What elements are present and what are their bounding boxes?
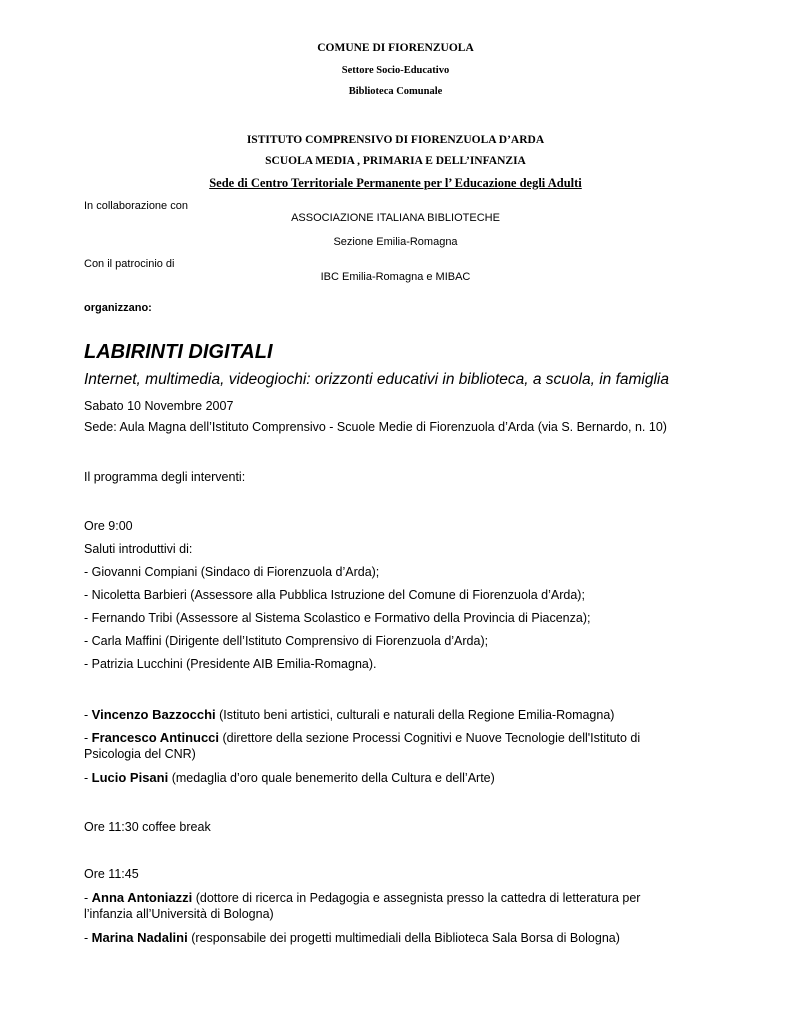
event-title: LABIRINTI DIGITALI (84, 341, 273, 363)
greeting-item: - Nicoletta Barbieri (Assessore alla Pubblica Istruzione del Comune di Fiorenzuola d’Arda); (84, 588, 585, 602)
program-time-2: Ore 11:45 (84, 867, 139, 881)
header-biblioteca: Biblioteca Comunale (348, 86, 443, 97)
speaker-desc: (responsabile dei progetti multimediali della Biblioteca Sala Borsa di Bologna) (187, 931, 620, 945)
speaker-item: - Marina Nadalini (responsabile dei progetti multimediali della Biblioteca Sala Borsa di Bologna) (84, 930, 620, 945)
greeting-item: - Patrizia Lucchini (Presidente AIB Emilia-Romagna). (84, 657, 377, 671)
event-venue: Sede: Aula Magna dell’Istituto Comprensivo - Scuole Medie di Fiorenzuola d’Arda (via S. Bernardo, n. 10) (84, 420, 667, 434)
header-sede: Sede di Centro Territoriale Permanente per l’ Educazione degli Adulti (209, 176, 582, 190)
program-time-1: Ore 9:00 (84, 519, 133, 533)
speaker-name: Marina Nadalini (91, 930, 188, 945)
speaker-desc: (medaglia d’oro quale benemerito della Cultura e dell’Arte) (168, 771, 495, 785)
header-settore: Settore Socio-Educativo (341, 65, 450, 76)
collab-org: ASSOCIAZIONE ITALIANA BIBLIOTECHE (291, 212, 500, 224)
header-comune: COMUNE DI FIORENZUOLA (317, 42, 474, 54)
greeting-item: - Fernando Tribi (Assessore al Sistema Scolastico e Formativo della Provincia di Piacenza); (84, 611, 591, 625)
speaker-item: - Lucio Pisani (medaglia d’oro quale benemerito della Cultura e dell’Arte) (84, 770, 495, 785)
speaker-item: - Anna Antoniazzi (dottore di ricerca in Pedagogia e assegnista presso la cattedra di letteratura per (84, 890, 641, 905)
patronage-value: IBC Emilia-Romagna e MIBAC (320, 271, 471, 283)
coffee-break: Ore 11:30 coffee break (84, 820, 211, 834)
speaker-desc: (dottore di ricerca in Pedagogia e assegnista presso la cattedra di letteratura per (192, 891, 641, 905)
event-date: Sabato 10 Novembre 2007 (84, 399, 234, 413)
event-subtitle: Internet, multimedia, videogiochi: orizzonti educativi in biblioteca, a scuola, in famiglia (84, 371, 669, 388)
header-scuola: SCUOLA MEDIA , PRIMARIA E DELL’INFANZIA (265, 155, 526, 167)
organizzano-label: organizzano: (84, 302, 152, 314)
collab-section: Sezione Emilia-Romagna (333, 236, 458, 248)
greetings-label: Saluti introduttivi di: (84, 542, 193, 556)
greeting-item: - Giovanni Compiani (Sindaco di Fiorenzuola d’Arda); (84, 565, 380, 579)
greeting-item: - Carla Maffini (Dirigente dell’Istituto Comprensivo di Fiorenzuola d’Arda); (84, 634, 489, 648)
speaker-desc: (direttore della sezione Processi Cognitivi e Nuove Tecnologie dell'Istituto di (219, 731, 641, 745)
patronage-label: Con il patrocinio di (84, 258, 175, 270)
speaker-desc-cont: l’infanzia all’Università di Bologna) (84, 907, 274, 921)
program-intro: Il programma degli interventi: (84, 470, 246, 484)
speaker-item: - Francesco Antinucci (direttore della sezione Processi Cognitivi e Nuove Tecnologie dell'Istituto di (84, 730, 641, 745)
speaker-desc-cont: Psicologia del CNR) (84, 747, 196, 761)
speaker-item: - Vincenzo Bazzocchi (Istituto beni artistici, culturali e naturali della Regione Emilia-Romagna) (84, 707, 615, 722)
speaker-name: Francesco Antinucci (91, 730, 220, 745)
speaker-name: Anna Antoniazzi (91, 890, 193, 905)
header-istituto: ISTITUTO COMPRENSIVO DI FIORENZUOLA D’ARDA (246, 134, 545, 146)
speaker-name: Lucio Pisani (91, 770, 169, 785)
speaker-name: Vincenzo Bazzocchi (91, 707, 216, 722)
speaker-desc: (Istituto beni artistici, culturali e naturali della Regione Emilia-Romagna) (215, 708, 615, 722)
collab-label: In collaborazione con (84, 200, 188, 212)
